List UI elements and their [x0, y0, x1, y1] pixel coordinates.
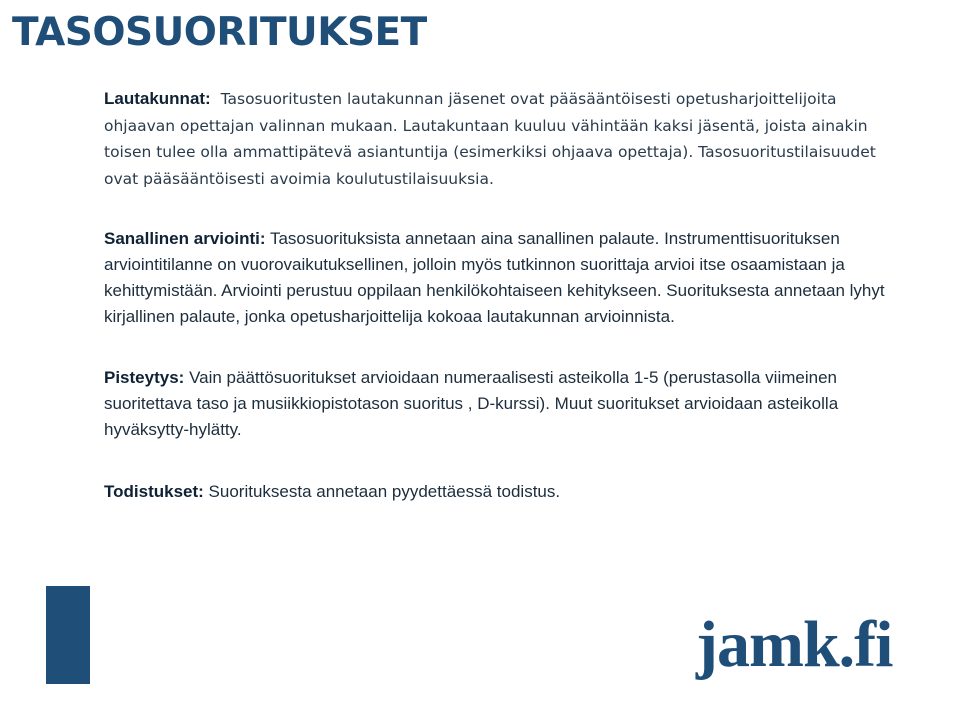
paragraph-text: Suorituksesta annetaan pyydettäessä todistus. [208, 482, 561, 501]
decorative-accent-bar [46, 586, 90, 684]
paragraph-sanallinen-arviointi [104, 226, 904, 330]
paragraph-pisteytys [104, 365, 904, 443]
paragraph-todistukset [104, 479, 904, 505]
paragraph-label: Pisteytys: [104, 368, 185, 387]
paragraph-text: Tasosuorituksista annetaan aina sanallinen palaute. Instrumenttisuorituksen arviointitilanne on vuorovaikutuksellinen, jolloin myös tutkinnon suorittaja arvioi itse osaamistaan ja kehittymistään. Arviointi perustuu oppilaan henkilökohtaiseen kehitykseen. Suorituksesta annetaan lyhyt kirjallinen palaute, jonka opetusharjoittelija kokoaa lautakunnan arvioinnista. [104, 229, 885, 326]
paragraph-label: Lautakunnat: [104, 89, 211, 108]
jamk-logo: jamk.fi [696, 608, 893, 681]
paragraph-text: Tasosuoritusten lautakunnan jäsenet ovat pääsääntöisesti opetusharjoittelijoita ohjaavan opettajan valinnan mukaan. Lautakuntaan kuuluu vähintään kaksi jäsentä, joista ainakin toisen tulee olla ammattipätevä asiantuntija (esimerkiksi ohjaava opettaja). Tasosuoritustilaisuudet ovat pääsääntöisesti avoimia koulutustilaisuuksia. [104, 90, 876, 188]
paragraph-text: Vain päättösuoritukset arvioidaan numeraalisesti asteikolla 1-5 (perustasolla viimeinen suoritettava taso ja musiikkiopistotason suoritus , D-kurssi). Muut suoritukset arvioidaan asteikolla hyväksytty-hylätty. [104, 368, 839, 439]
paragraph-lautakunnat [104, 86, 904, 192]
paragraph-label: Sanallinen arviointi: [104, 229, 266, 248]
slide-body [104, 86, 904, 505]
paragraph-label: Todistukset: [104, 482, 204, 501]
slide-title: TASOSUORITUKSET [12, 10, 427, 55]
